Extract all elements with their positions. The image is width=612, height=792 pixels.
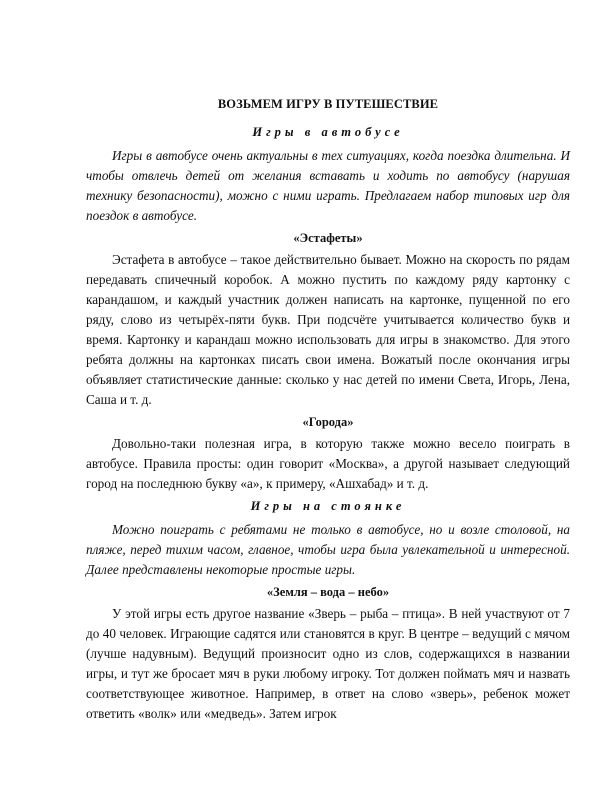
game-description: Эстафета в автобусе – такое действительно бывает. Можно на скорость по рядам передавать спичечный коробок. А можно пустить по каждому ряду картонку с карандашом, и каждый участник должен написать на картонке, пущенной по его ряду, слово из четырёх-пяти букв. При подсчёте учитывается количество букв и время. Картонку и карандаш можно использовать для игры в знакомство. Для этого ребята должны на картонках писать свои имена. Вожатый после окончания игры объявляет статистические данные: сколько у нас детей по имени Света, Игорь, Лена, Саша и т. д.: [86, 252, 570, 407]
game-title: «Города»: [302, 415, 354, 429]
section-intro: Игры в автобусе очень актуальны в тех ситуациях, когда поездка длительна. И чтобы отвлечь детей от желания вставать и ходить по автобусу (нарушая технику безопасности), можно с ними играть. Предлагаем набор типовых игр для поездок в автобусе.: [86, 148, 570, 223]
section-intro: Можно поиграть с ребятами не только в автобусе, но и возле столовой, на пляже, перед тихим часом, главное, чтобы игра была увлекательной и интересной. Далее представлены некоторые простые игры.: [86, 522, 570, 577]
game-description: Довольно-таки полезная игра, в которую также можно весело поиграть в автобусе. Правила просты: один говорит «Москва», а другой называет следующий город на последнюю букву «а», к примеру, «Ашхабад» и т. д.: [86, 436, 570, 491]
game-title: «Эстафеты»: [293, 231, 363, 245]
document-title: ВОЗЬМЕМ ИГРУ В ПУТЕШЕСТВИЕ: [217, 97, 439, 111]
document-page: [86, 96, 570, 728]
section-bus-games: [86, 124, 570, 494]
game-title: «Земля – вода – небо»: [266, 585, 390, 599]
section-heading: Игры на стоянке: [250, 499, 406, 513]
section-stop-games: [86, 498, 570, 724]
game-description: У этой игры есть другое название «Зверь – рыба – птица». В ней участвуют от 7 до 40 человек. Играющие садятся или становятся в круг. В центре – ведущий с мячом (лучше надувным). Ведущий произносит одно из слов, содержащихся в названии игры, и тут же бросает мяч в руки любому игроку. Тот должен поймать мяч и назвать соответствующее животное. Например, в ответ на слово «зверь», ребенок может ответить «волк» или «медведь». Затем игрок: [86, 606, 570, 721]
section-heading: Игры в автобусе: [252, 125, 404, 139]
